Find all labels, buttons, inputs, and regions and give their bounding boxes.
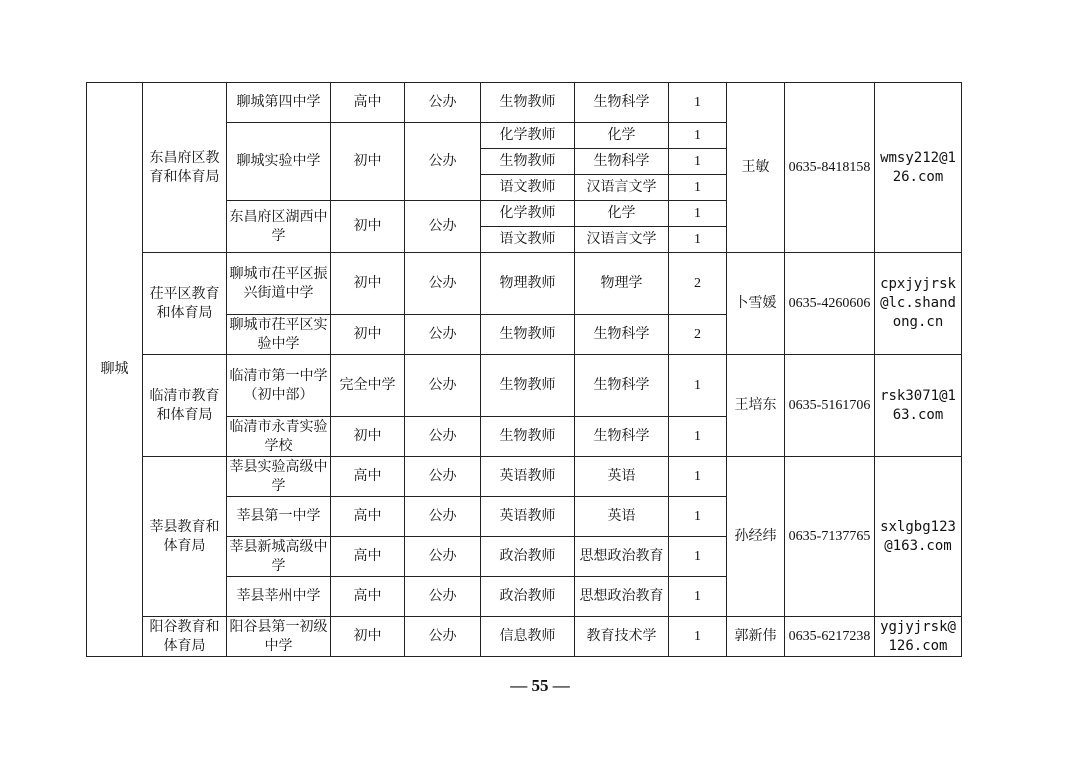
count-cell: 1 <box>669 123 727 149</box>
level-cell: 初中 <box>331 315 405 355</box>
level-cell: 高中 <box>331 83 405 123</box>
type-cell: 公办 <box>405 123 481 201</box>
contact-cell: 郭新伟 <box>727 617 785 657</box>
bureau-cell: 茌平区教育和体育局 <box>143 253 227 355</box>
level-cell: 高中 <box>331 577 405 617</box>
school-cell: 莘县第一中学 <box>227 497 331 537</box>
count-cell: 1 <box>669 577 727 617</box>
level-cell: 初中 <box>331 617 405 657</box>
level-cell: 初中 <box>331 253 405 315</box>
post-cell: 信息教师 <box>481 617 575 657</box>
type-cell: 公办 <box>405 537 481 577</box>
level-cell: 初中 <box>331 201 405 253</box>
level-cell: 高中 <box>331 497 405 537</box>
bureau-cell: 东昌府区教育和体育局 <box>143 83 227 253</box>
school-cell: 莘县新城高级中学 <box>227 537 331 577</box>
table-row <box>87 253 962 315</box>
level-cell: 初中 <box>331 417 405 457</box>
contact-cell: 王敏 <box>727 83 785 253</box>
page-number: — 55 — <box>510 676 570 695</box>
type-cell: 公办 <box>405 355 481 417</box>
post-cell: 英语教师 <box>481 497 575 537</box>
major-cell: 生物科学 <box>575 149 669 175</box>
phone-cell: 0635-5161706 <box>785 355 875 457</box>
table-row <box>87 457 962 497</box>
table-row <box>87 617 962 657</box>
level-cell: 高中 <box>331 457 405 497</box>
type-cell: 公办 <box>405 417 481 457</box>
major-cell: 化学 <box>575 201 669 227</box>
bureau-cell: 阳谷教育和体育局 <box>143 617 227 657</box>
post-cell: 语文教师 <box>481 227 575 253</box>
count-cell: 1 <box>669 537 727 577</box>
email-cell: rsk3071@163.com <box>875 355 962 457</box>
type-cell: 公办 <box>405 617 481 657</box>
type-cell: 公办 <box>405 315 481 355</box>
count-cell: 1 <box>669 149 727 175</box>
school-cell: 聊城市茌平区振兴街道中学 <box>227 253 331 315</box>
major-cell: 英语 <box>575 497 669 537</box>
major-cell: 汉语言文学 <box>575 227 669 253</box>
count-cell: 1 <box>669 457 727 497</box>
major-cell: 教育技术学 <box>575 617 669 657</box>
contact-cell: 孙经纬 <box>727 457 785 617</box>
email-cell: wmsy212@126.com <box>875 83 962 253</box>
count-cell: 1 <box>669 227 727 253</box>
email-cell: ygjyjrsk@126.com <box>875 617 962 657</box>
major-cell: 生物科学 <box>575 83 669 123</box>
type-cell: 公办 <box>405 457 481 497</box>
count-cell: 1 <box>669 175 727 201</box>
post-cell: 语文教师 <box>481 175 575 201</box>
school-cell: 聊城第四中学 <box>227 83 331 123</box>
contact-cell: 卜雪媛 <box>727 253 785 355</box>
level-cell: 高中 <box>331 537 405 577</box>
recruitment-table <box>86 82 962 657</box>
post-cell: 化学教师 <box>481 201 575 227</box>
school-cell: 莘县实验高级中学 <box>227 457 331 497</box>
city-cell: 聊城 <box>87 83 143 657</box>
level-cell: 初中 <box>331 123 405 201</box>
type-cell: 公办 <box>405 497 481 537</box>
major-cell: 思想政治教育 <box>575 537 669 577</box>
count-cell: 2 <box>669 315 727 355</box>
count-cell: 1 <box>669 497 727 537</box>
post-cell: 生物教师 <box>481 149 575 175</box>
major-cell: 生物科学 <box>575 355 669 417</box>
school-cell: 临清市第一中学（初中部） <box>227 355 331 417</box>
school-cell: 阳谷县第一初级中学 <box>227 617 331 657</box>
major-cell: 生物科学 <box>575 315 669 355</box>
post-cell: 生物教师 <box>481 315 575 355</box>
major-cell: 生物科学 <box>575 417 669 457</box>
count-cell: 2 <box>669 253 727 315</box>
major-cell: 思想政治教育 <box>575 577 669 617</box>
count-cell: 1 <box>669 417 727 457</box>
phone-cell: 0635-6217238 <box>785 617 875 657</box>
post-cell: 英语教师 <box>481 457 575 497</box>
post-cell: 政治教师 <box>481 577 575 617</box>
school-cell: 临清市永青实验学校 <box>227 417 331 457</box>
count-cell: 1 <box>669 617 727 657</box>
count-cell: 1 <box>669 355 727 417</box>
bureau-cell: 莘县教育和体育局 <box>143 457 227 617</box>
email-cell: cpxjyjrsk@lc.shandong.cn <box>875 253 962 355</box>
major-cell: 物理学 <box>575 253 669 315</box>
major-cell: 汉语言文学 <box>575 175 669 201</box>
level-cell: 完全中学 <box>331 355 405 417</box>
school-cell: 莘县莘州中学 <box>227 577 331 617</box>
school-cell: 聊城实验中学 <box>227 123 331 201</box>
count-cell: 1 <box>669 83 727 123</box>
phone-cell: 0635-7137765 <box>785 457 875 617</box>
type-cell: 公办 <box>405 201 481 253</box>
post-cell: 物理教师 <box>481 253 575 315</box>
major-cell: 化学 <box>575 123 669 149</box>
school-cell: 东昌府区湖西中学 <box>227 201 331 253</box>
post-cell: 生物教师 <box>481 417 575 457</box>
contact-cell: 王培东 <box>727 355 785 457</box>
table-row <box>87 355 962 417</box>
post-cell: 生物教师 <box>481 83 575 123</box>
post-cell: 政治教师 <box>481 537 575 577</box>
phone-cell: 0635-4260606 <box>785 253 875 355</box>
type-cell: 公办 <box>405 253 481 315</box>
type-cell: 公办 <box>405 577 481 617</box>
major-cell: 英语 <box>575 457 669 497</box>
type-cell: 公办 <box>405 83 481 123</box>
phone-cell: 0635-8418158 <box>785 83 875 253</box>
count-cell: 1 <box>669 201 727 227</box>
post-cell: 化学教师 <box>481 123 575 149</box>
table-row <box>87 83 962 123</box>
bureau-cell: 临清市教育和体育局 <box>143 355 227 457</box>
post-cell: 生物教师 <box>481 355 575 417</box>
school-cell: 聊城市茌平区实验中学 <box>227 315 331 355</box>
email-cell: sxlgbg123@163.com <box>875 457 962 617</box>
